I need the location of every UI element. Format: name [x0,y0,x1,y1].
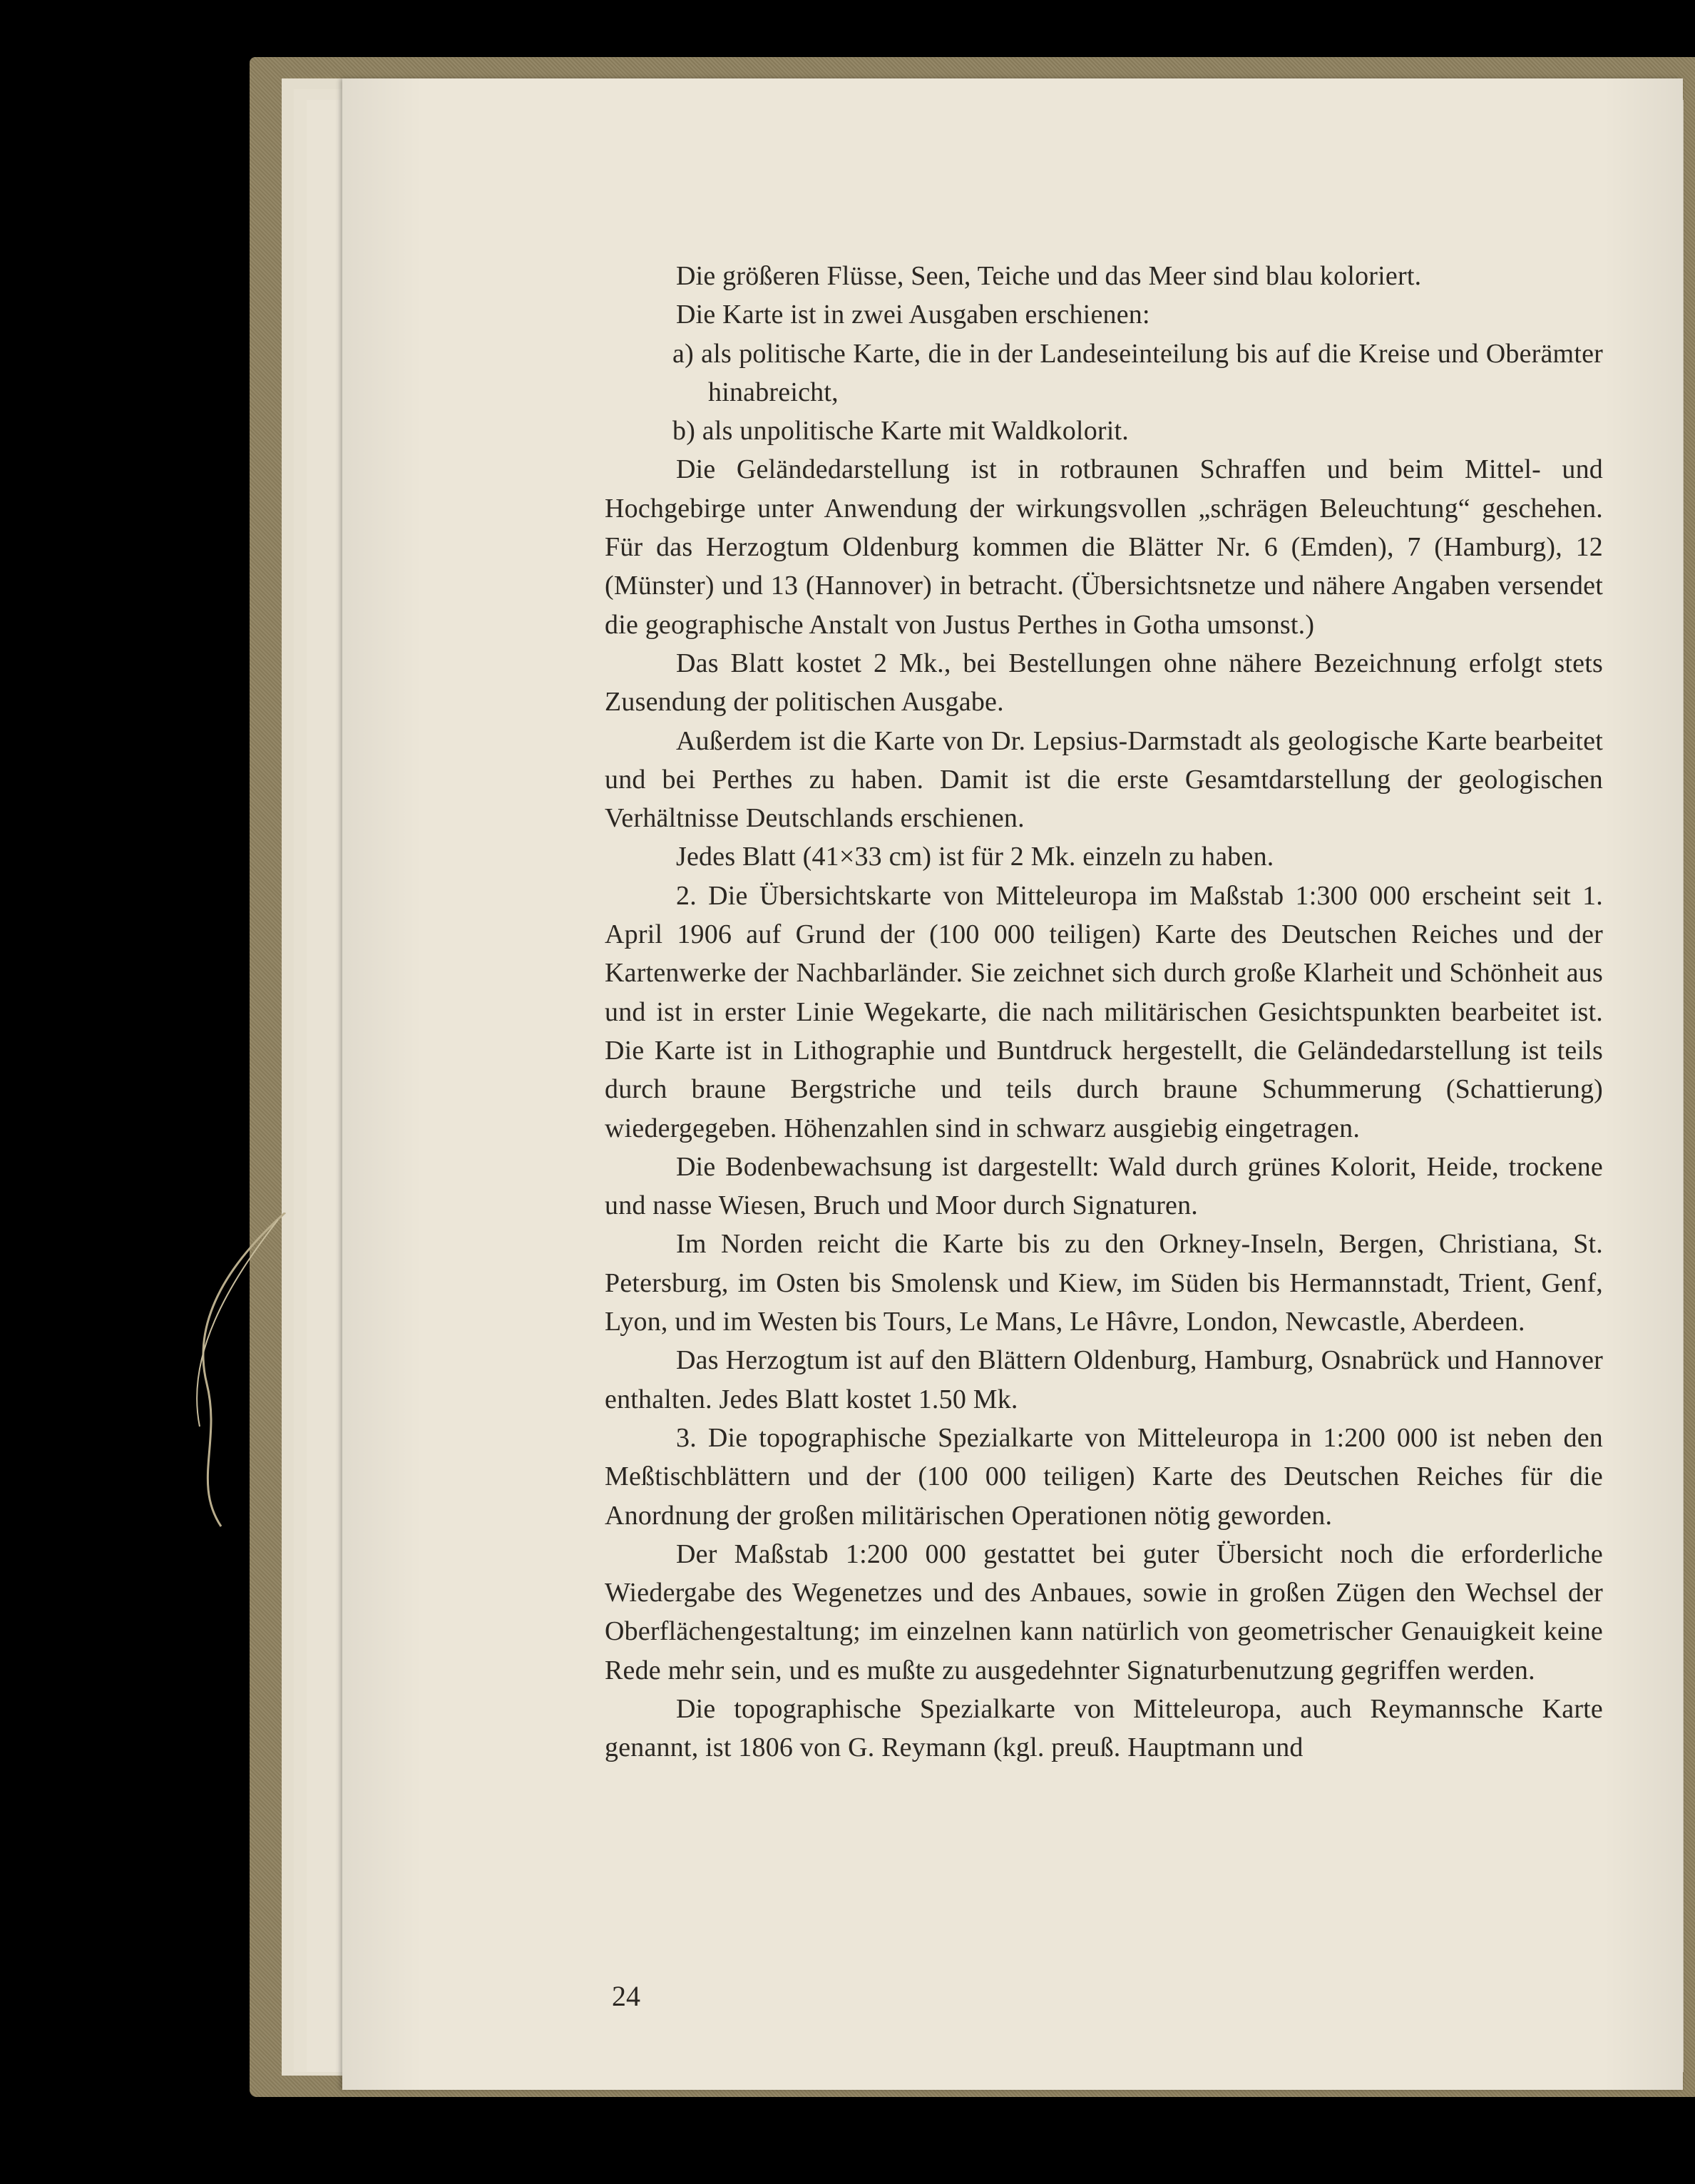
list-item: b) als unpolitische Karte mit Waldkolorit. [672,416,1129,447]
paragraph: Die größeren Flüsse, Seen, Teiche und das Meer sind blau koloriert. [676,261,1422,291]
paragraph: Die topographische Spezialkarte von Mitteleuropa, auch Reymannsche Karte genannt, ist 1806 von G. Reymann (kgl. preuß. Hauptmann und [605,1693,1603,1763]
paragraph: Die Karte ist in zwei Ausgaben erschienen: [676,300,1150,330]
paragraph: Jedes Blatt (41×33 cm) ist für 2 Mk. einzeln zu haben. [676,842,1274,872]
loose-thread [178,1213,321,1569]
paragraph: Der Maßstab 1:200 000 gestattet bei guter Übersicht noch die erforderliche Wiedergabe des Wegenetzes und des Anbaues, sowie in großen Zügen den Wechsel der Oberflächengestaltung; im einzelnen kann natürlich von geometrischer Genauigkeit keine Rede mehr sein, und es mußte zu ausgedehnter Signaturbenutzung gegriffen werden. [605,1539,1603,1685]
paragraph: Die Geländedarstellung ist in rotbraunen Schraffen und beim Mittel- und Hochgebirge unter Anwendung der wirkungsvollen „schrägen Beleuchtung“ geschehen. Für das Herzogtum Oldenburg kommen die Blätter Nr. 6 (Emden), 7 (Hamburg), 12 (Münster) und 13 (Hannover) in betracht. (Übersichtsnetze und nähere Angaben versendet die geographische Anstalt von Justus Perthes in Gotha umsonst.) [605,454,1603,640]
paragraph: Außerdem ist die Karte von Dr. Lepsius-Darmstadt als geologische Karte bearbeitet und bei Perthes zu haben. Damit ist die erste Gesamtdarstellung der geologischen Verhältnisse Deutschlands erschienen. [605,725,1603,834]
page-number: 24 [612,1980,640,2012]
paragraph: Die Bodenbewachsung ist dargestellt: Wald durch grünes Kolorit, Heide, trockene und nasse Wiesen, Bruch und Moor durch Signaturen. [605,1151,1603,1221]
paragraph: Im Norden reicht die Karte bis zu den Orkney-Inseln, Bergen, Christiana, St. Petersburg, im Osten bis Smolensk und Kiew, im Süden bis Hermannstadt, Trient, Genf, Lyon, und im Westen bis Tours, Le Mans, Le Hâvre, London, Newcastle, Aberdeen. [605,1229,1603,1337]
page-text [605,257,1603,1767]
paragraph: Das Blatt kostet 2 Mk., bei Bestellungen ohne nähere Bezeichnung erfolgt stets Zusendung der politischen Ausgabe. [605,648,1603,718]
paragraph: 2. Die Übersichtskarte von Mitteleuropa im Maßstab 1:300 000 erscheint seit 1. April 1906 auf Grund der (100 000 teiligen) Karte des Deutschen Reiches und der Kartenwerke der Nachbarländer. Sie zeichnet sich durch große Klarheit und Schönheit aus und ist in erster Linie Wegekarte, die nach militärischen Gesichtspunkten bearbeitet ist. Die Karte ist in Lithographie und Buntdruck hergestellt, die Geländedarstellung ist teils durch braune Bergstriche und teils durch braune Schummerung (Schattierung) wiedergegeben. Höhenzahlen sind in schwarz ausgiebig eingetragen. [605,880,1603,1143]
list-item: a) als politische Karte, die in der Landeseinteilung bis auf die Kreise und Oberämter hinabreicht, [672,338,1603,407]
paragraph: Das Herzogtum ist auf den Blättern Oldenburg, Hamburg, Osnabrück und Hannover enthalten. Jedes Blatt kostet 1.50 Mk. [605,1345,1603,1414]
paragraph: 3. Die topographische Spezialkarte von Mitteleuropa in 1:200 000 ist neben den Meßtischblättern und der (100 000 teiligen) Karte des Deutschen Reiches für die Anordnung der großen militärischen Operationen nötig geworden. [605,1422,1603,1531]
